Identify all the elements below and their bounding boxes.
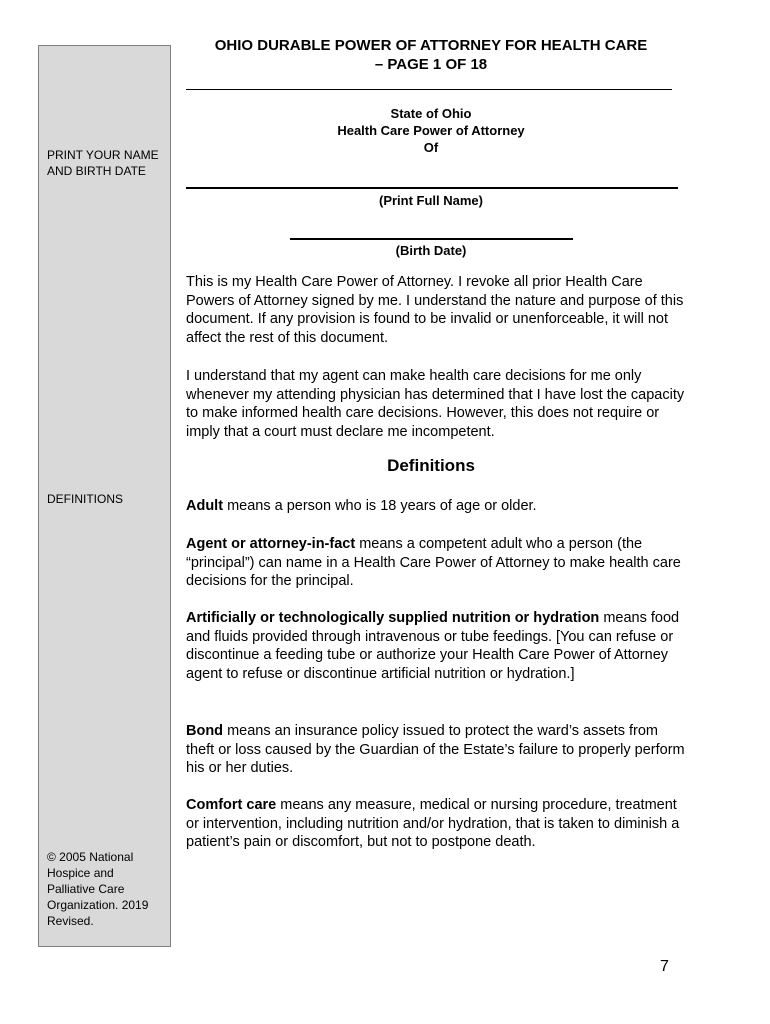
full-name-line[interactable] — [186, 187, 678, 189]
page-number: 7 — [660, 958, 669, 975]
sidebar — [38, 45, 171, 947]
definition-term: Adult — [186, 498, 224, 514]
form-heading — [186, 105, 676, 156]
copyright-notice: © 2005 National Hospice and Palliative Care Organization. 2019 Revised. — [47, 850, 149, 928]
definitions-heading: Definitions — [387, 456, 475, 475]
definition-text: means food and fluids provided through intravenous or tube feedings. [You can refuse or discontinue a feeding tube or authorize your Health Care Power of Attorney agent to refuse or discontinue artificial nutrition or hydration.] — [186, 610, 680, 682]
print-name-label: PRINT YOUR NAME AND BIRTH DATE — [47, 148, 159, 178]
definitions-label: DEFINITIONS — [47, 492, 124, 506]
of-line: Of — [423, 140, 439, 155]
state-line: State of Ohio — [390, 106, 472, 121]
definition-term: Bond — [186, 723, 224, 739]
definition-item — [186, 609, 686, 683]
definition-term: Agent or attorney-in-fact — [186, 536, 356, 552]
birth-date-line[interactable] — [290, 238, 573, 240]
definition-item — [186, 497, 686, 516]
definition-text: means a person who is 18 years of age or older. — [223, 498, 537, 514]
page-title — [186, 36, 676, 74]
definition-term: Artificially or technologically supplied nutrition or hydration — [186, 610, 600, 626]
definition-term: Comfort care — [186, 797, 277, 813]
intro-paragraph-2 — [186, 367, 686, 441]
title-line-1: OHIO DURABLE POWER OF ATTORNEY FOR HEALTH CARE — [214, 37, 648, 54]
definition-text: means any measure, medical or nursing procedure, treatment or intervention, including nutrition and/or hydration, that is taken to diminish a patient’s pain or discomfort, but not to postpone death. — [186, 797, 680, 851]
definition-item — [186, 535, 686, 591]
definition-text: means an insurance policy issued to protect the ward’s assets from theft or loss caused by the Guardian of the Estate’s failure to properly perform his or her duties. — [186, 723, 685, 777]
definition-item — [186, 722, 686, 778]
definition-item — [186, 796, 686, 852]
title-divider — [186, 89, 672, 90]
title-line-2: – PAGE 1 OF 18 — [374, 56, 488, 73]
intro-text-2: I understand that my agent can make health care decisions for me only whenever my attending physician has determined that I have lost the capacity to make informed health care decisions. However, this does not require or imply that a court must declare me incompetent. — [186, 368, 685, 440]
birth-date-caption: (Birth Date) — [395, 243, 467, 258]
definition-text: means a competent adult who a person (the “principal”) can name in a Health Care Power of Attorney to make health care decisions for the principal. — [186, 536, 681, 590]
doc-name: Health Care Power of Attorney — [337, 123, 525, 138]
intro-paragraph-1 — [186, 273, 686, 347]
intro-text-1: This is my Health Care Power of Attorney. I revoke all prior Health Care Powers of Attorney signed by me. I understand the nature and purpose of this document. If any provision is found to be invalid or unenforceable, it will not affect the rest of this document. — [186, 274, 684, 346]
full-name-caption: (Print Full Name) — [378, 193, 483, 208]
